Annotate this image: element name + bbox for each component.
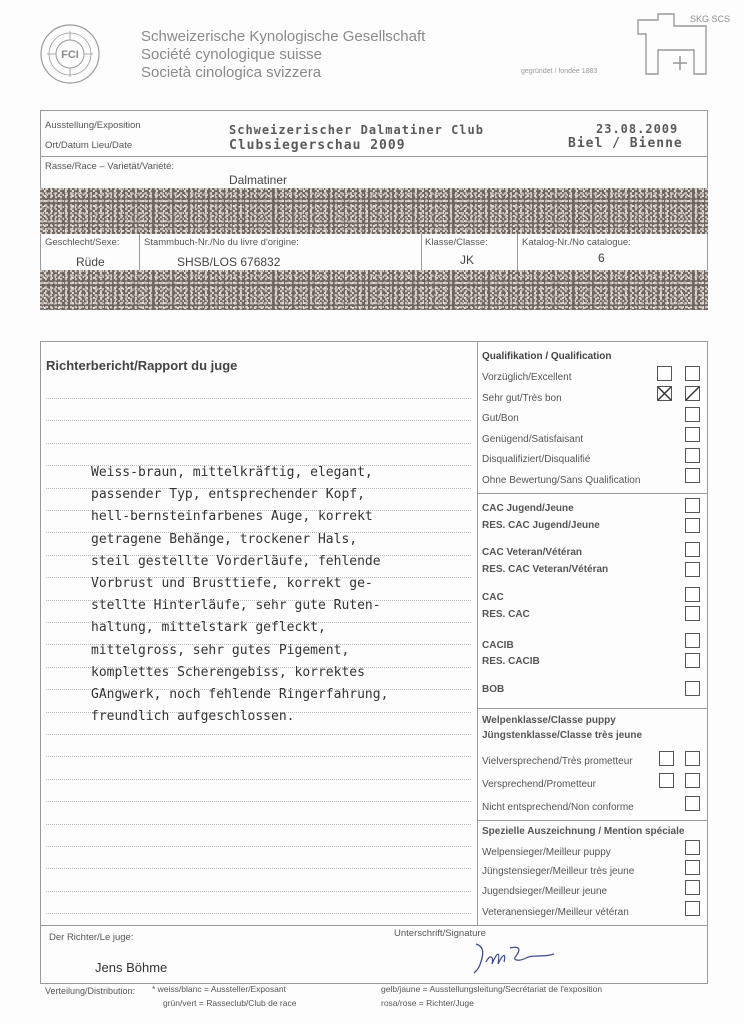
cac-item: CAC [482, 592, 504, 603]
checkbox[interactable] [685, 860, 700, 875]
catalogue-label: Katalog-Nr./No catalogue: [522, 237, 631, 248]
puppy-title: Welpenklasse/Classe puppy [482, 715, 616, 726]
cac-item: BOB [482, 684, 505, 695]
redacted-owner [40, 270, 708, 310]
qualification-item: Sehr gut/Très bon [482, 393, 562, 404]
cac-item: RES. CACIB [482, 656, 540, 667]
judge-label: Der Richter/Le juge: [49, 932, 134, 943]
checkbox[interactable] [685, 587, 700, 602]
qualification-item: Gut/Bon [482, 413, 519, 424]
checkbox-checked[interactable] [685, 386, 700, 401]
org-name-it: Società cinologica svizzera [141, 64, 322, 81]
writing-line [46, 398, 471, 399]
writing-line [46, 756, 471, 757]
report-title: Richterbericht/Rapport du juge [46, 358, 238, 373]
qualification-item: Genügend/Satisfaisant [482, 434, 584, 445]
puppy-item: Nicht entsprechend/Non conforme [482, 802, 634, 813]
checkbox[interactable] [685, 542, 700, 557]
writing-line [46, 868, 471, 869]
distribution-yellow: gelb/jaune = Ausstellungsleitung/Secrétariat de l'exposition [381, 984, 603, 994]
exhibition-value: Schweizerischer Dalmatiner Club [229, 123, 484, 137]
divider [421, 234, 422, 270]
qualification-item: Vorzüglich/Excellent [482, 372, 572, 383]
writing-line [46, 420, 471, 421]
checkbox[interactable] [685, 407, 700, 422]
writing-line [46, 891, 471, 892]
checkbox[interactable] [685, 448, 700, 463]
svg-text:FCI: FCI [61, 49, 79, 61]
checkbox-checked[interactable] [657, 386, 672, 401]
cac-item: RES. CAC Veteran/Vétéran [482, 564, 609, 575]
checkbox[interactable] [685, 498, 700, 513]
puppy-item: Vielversprechend/Très prometteur [482, 756, 633, 767]
column-divider [477, 341, 478, 925]
writing-line [46, 913, 471, 914]
distribution-label: Verteilung/Distribution: [45, 986, 136, 996]
checkbox[interactable] [657, 366, 672, 381]
breed-label: Rasse/Race – Varietät/Variété: [45, 161, 175, 172]
studbook-label: Stammbuch-Nr./No du livre d'origine: [144, 237, 299, 248]
redacted-dog-name [40, 188, 708, 234]
signature-image [470, 940, 560, 981]
special-item: Jugendsieger/Meilleur jeune [482, 886, 608, 897]
report-text: Weiss-braun, mittelkräftig, elegant, passender Typ, entsprechender Kopf, hell-bernsteinfarbenes Auge, korrekt getragene Behänge, trockener Hals, steil gestellte Vorderläufe, fehlende Vorbrust und Brusttiefe, korrekt ge- stellte Hinterläufe, sehr gute Ruten- haltung, mittelstark gefleckt, mittelgross, sehr gutes Pigement, komplettes Scherengebiss, korrektes GAngwerk, noch fehlende Ringerfahrung, freundlich aufgeschlossen. [91, 465, 389, 725]
divider [40, 925, 708, 926]
cac-item: CACIB [482, 640, 514, 651]
checkbox[interactable] [685, 606, 700, 621]
cac-item: RES. CAC Jugend/Jeune [482, 520, 600, 531]
checkbox[interactable] [685, 901, 700, 916]
writing-line [46, 824, 471, 825]
writing-line [46, 779, 471, 780]
checkbox[interactable] [685, 427, 700, 442]
special-item: Veteranensieger/Meilleur vétéran [482, 907, 629, 918]
class-value: JK [460, 253, 475, 267]
checkbox[interactable] [685, 840, 700, 855]
divider [477, 708, 708, 709]
divider [139, 234, 140, 270]
distribution-pink: rosa/rose = Richter/Juge [381, 998, 474, 1008]
checkbox[interactable] [685, 880, 700, 895]
sex-label: Geschlecht/Sexe: [45, 237, 120, 248]
slash-mark-icon [686, 387, 699, 400]
breed-value: Dalmatiner [229, 173, 288, 187]
writing-line [46, 734, 471, 735]
sex-value: Rüde [76, 255, 105, 269]
special-item: Jüngstensieger/Meilleur très jeune [482, 866, 635, 877]
special-title: Spezielle Auszeichnung / Mention spéciale [482, 826, 685, 837]
divider [40, 156, 708, 157]
puppy-title: Jüngstenklasse/Classe très jeune [482, 730, 643, 741]
exhibition-label: Ausstellung/Exposition [45, 120, 141, 131]
cac-item: CAC Veteran/Vétéran [482, 547, 583, 558]
org-name-de: Schweizerische Kynologische Gesellschaft [141, 28, 426, 45]
puppy-item: Versprechend/Prometteur [482, 779, 596, 790]
fci-logo [38, 22, 102, 86]
divider [517, 234, 518, 270]
cac-item: RES. CAC [482, 609, 530, 620]
checkbox[interactable] [685, 562, 700, 577]
qualification-item: Disqualifiziert/Disqualifié [482, 454, 591, 465]
cac-item: CAC Jugend/Jeune [482, 503, 574, 514]
qualification-item: Ohne Bewertung/Sans Qualification [482, 475, 641, 486]
org-name-fr: Société cynologique suisse [141, 46, 322, 63]
checkbox[interactable] [685, 773, 700, 788]
qualification-title: Qualifikation / Qualification [482, 351, 612, 362]
writing-line [46, 801, 471, 802]
judge-name: Jens Böhme [95, 960, 168, 975]
cross-mark-icon [658, 387, 671, 400]
checkbox[interactable] [685, 366, 700, 381]
city-value: Biel / Bienne [568, 136, 683, 151]
signature-label: Unterschrift/Signature [394, 928, 486, 939]
checkbox[interactable] [685, 633, 700, 648]
skg-logo [634, 10, 731, 78]
founded-text: gegründet / fondée 1883 [521, 68, 598, 75]
writing-line [46, 846, 471, 847]
svg-text:SKG SCS: SKG SCS [690, 14, 731, 24]
distribution-white: * weiss/blanc = Aussteller/Exposant [152, 984, 286, 994]
distribution-green: grün/vert = Rasseclub/Club de race [163, 998, 297, 1008]
checkbox[interactable] [685, 751, 700, 766]
studbook-value: SHSB/LOS 676832 [177, 255, 281, 269]
checkbox[interactable] [685, 518, 700, 533]
checkbox[interactable] [659, 751, 674, 766]
checkbox[interactable] [685, 796, 700, 811]
checkbox[interactable] [659, 773, 674, 788]
class-label: Klasse/Classe: [425, 237, 488, 248]
checkbox[interactable] [685, 681, 700, 696]
date-value: 23.08.2009 [596, 122, 679, 136]
place-date-label: Ort/Datum Lieu/Date [45, 140, 133, 151]
divider [477, 493, 708, 494]
divider [477, 820, 708, 821]
place-value: Clubsiegerschau 2009 [229, 138, 406, 153]
catalogue-value: 6 [598, 251, 605, 265]
writing-line [46, 443, 471, 444]
special-item: Welpensieger/Meilleur puppy [482, 847, 611, 858]
checkbox[interactable] [685, 468, 700, 483]
checkbox[interactable] [685, 653, 700, 668]
